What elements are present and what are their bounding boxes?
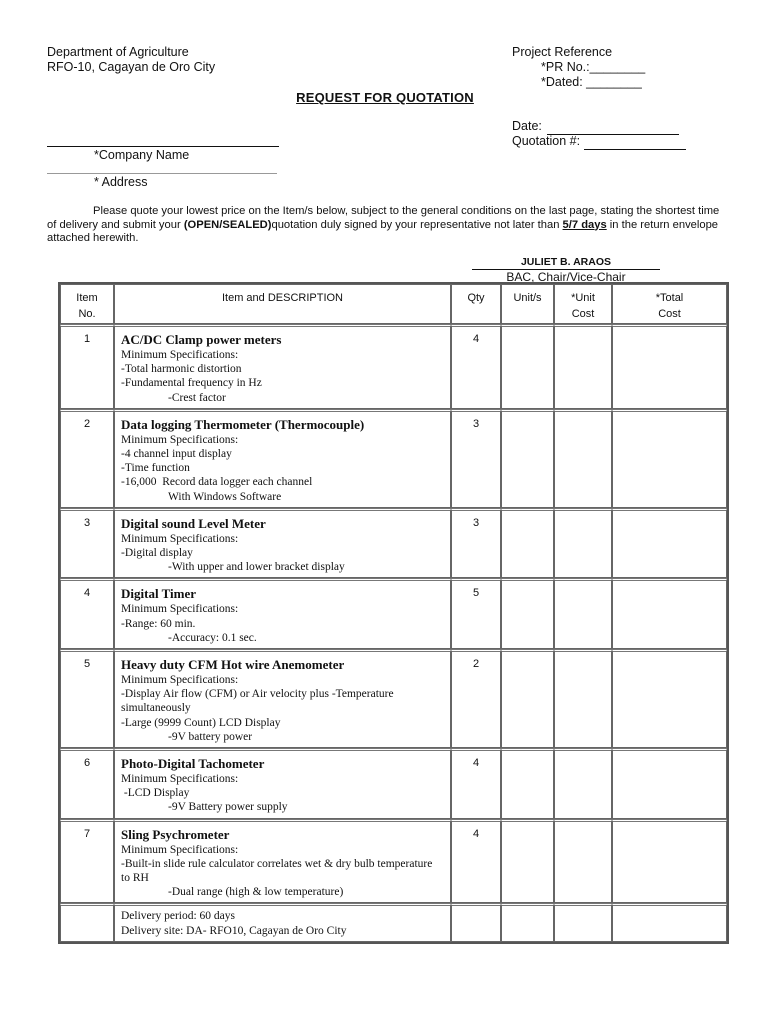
item-total-cost-cell bbox=[612, 578, 727, 649]
header-item-no: Item No. bbox=[60, 284, 114, 324]
item-qty-cell: 3 bbox=[451, 508, 501, 579]
item-qty-cell: 4 bbox=[451, 324, 501, 409]
item-unit-cell bbox=[501, 409, 554, 508]
item-title: Digital sound Level Meter bbox=[121, 515, 266, 531]
table-row bbox=[60, 324, 727, 409]
signatory-position: BAC, Chair/Vice-Chair bbox=[506, 270, 626, 284]
item-spec-subline: -Accuracy: 0.1 sec. bbox=[168, 631, 257, 644]
item-description-cell bbox=[114, 409, 451, 508]
item-spec-line: Minimum Specifications: bbox=[121, 532, 239, 545]
item-title: Data logging Thermometer (Thermocouple) bbox=[121, 416, 365, 432]
item-spec-line: -Digital display bbox=[121, 547, 193, 560]
item-number-cell: 5 bbox=[60, 649, 114, 748]
item-spec-line: -Large (9999 Count) LCD Display bbox=[121, 716, 281, 729]
instructions-deadline: 5/7 days bbox=[562, 218, 607, 231]
item-description-cell bbox=[114, 324, 451, 409]
table-header-row bbox=[60, 284, 727, 324]
item-spec-line: Minimum Specifications: bbox=[121, 843, 239, 856]
item-unit-cost-cell bbox=[554, 324, 612, 409]
instructions-text-2: quotation duly signed by your representative not later than bbox=[271, 218, 563, 231]
item-unit-cell bbox=[501, 324, 554, 409]
office-name: RFO-10, Cagayan de Oro City bbox=[47, 60, 216, 74]
company-name-label: *Company Name bbox=[94, 148, 190, 162]
item-unit-cell bbox=[501, 508, 554, 579]
item-title: Heavy duty CFM Hot wire Anemometer bbox=[121, 657, 345, 673]
item-number-cell: 3 bbox=[60, 508, 114, 579]
item-total-cost-cell bbox=[612, 324, 727, 409]
delivery-no-cell bbox=[60, 903, 114, 941]
item-qty-cell: 5 bbox=[451, 578, 501, 649]
delivery-row bbox=[60, 903, 727, 941]
item-total-cost-cell bbox=[612, 748, 727, 819]
item-title: Digital Timer bbox=[121, 586, 196, 602]
item-qty-cell: 3 bbox=[451, 409, 501, 508]
item-unit-cell bbox=[501, 649, 554, 748]
item-description-cell bbox=[114, 748, 451, 819]
address-line bbox=[47, 173, 277, 174]
table-row bbox=[60, 748, 727, 819]
delivery-unit-cell bbox=[501, 903, 554, 941]
item-spec-line: Minimum Specifications: bbox=[121, 603, 239, 616]
company-name-line bbox=[47, 146, 279, 147]
item-spec-subline: With Windows Software bbox=[168, 490, 282, 503]
item-spec-line: -Time function bbox=[121, 462, 190, 475]
item-spec-line: -Built-in slide rule calculator correlates wet & dry bulb temperature to RH bbox=[121, 857, 436, 885]
item-spec-subline: -9V battery power bbox=[168, 730, 253, 743]
item-spec-line: -Range: 60 min. bbox=[121, 617, 196, 630]
delivery-unit-cost-cell bbox=[554, 903, 612, 941]
item-qty-cell: 4 bbox=[451, 819, 501, 904]
delivery-qty-cell bbox=[451, 903, 501, 941]
item-spec-subline: -With upper and lower bracket display bbox=[168, 561, 345, 574]
item-title: AC/DC Clamp power meters bbox=[121, 332, 282, 347]
item-description-cell bbox=[114, 819, 451, 904]
item-spec-line: Minimum Specifications: bbox=[121, 773, 239, 786]
table-row bbox=[60, 508, 727, 579]
item-unit-cell bbox=[501, 748, 554, 819]
item-description-cell bbox=[114, 508, 451, 579]
item-qty-cell: 4 bbox=[451, 748, 501, 819]
item-total-cost-cell bbox=[612, 409, 727, 508]
header-total-cost: *Total Cost bbox=[612, 284, 727, 324]
header-units: Unit/s bbox=[501, 284, 554, 324]
signatory-block bbox=[472, 256, 660, 270]
item-number-cell: 1 bbox=[60, 324, 114, 409]
item-spec-subline: -Crest factor bbox=[168, 391, 226, 404]
table-row bbox=[60, 409, 727, 508]
instructions-text-3: in the return envelope attached herewith. bbox=[47, 218, 719, 244]
item-spec-line: -16,000 Record data logger each channel bbox=[121, 476, 313, 489]
item-description-cell bbox=[114, 649, 451, 748]
quotation-blank bbox=[584, 134, 686, 150]
department-name: Department of Agriculture bbox=[47, 45, 189, 59]
date-field bbox=[512, 119, 679, 135]
item-unit-cost-cell bbox=[554, 578, 612, 649]
project-reference-label: Project Reference bbox=[512, 45, 613, 59]
delivery-period: Delivery period: 60 days bbox=[121, 910, 236, 923]
instructions-text-1: Please quote your lowest price on the Item/s below, subject to the general conditions on the last page, stating the shortest time of delivery and submit your bbox=[47, 205, 720, 231]
item-spec-line: Minimum Specifications: bbox=[121, 433, 239, 446]
header-unit-cost: *Unit Cost bbox=[554, 284, 612, 324]
item-unit-cost-cell bbox=[554, 409, 612, 508]
item-spec-line: -Display Air flow (CFM) or Air velocity plus -Temperature simultaneously bbox=[121, 688, 397, 715]
page-title: REQUEST FOR QUOTATION bbox=[296, 90, 474, 105]
item-spec-line: -LCD Display bbox=[121, 787, 190, 800]
item-qty-cell: 2 bbox=[451, 649, 501, 748]
item-total-cost-cell bbox=[612, 508, 727, 579]
instructions-open-sealed: (OPEN/SEALED) bbox=[183, 218, 272, 231]
table-row bbox=[60, 649, 727, 748]
item-number-cell: 2 bbox=[60, 409, 114, 508]
item-unit-cell bbox=[501, 819, 554, 904]
address-label: * Address bbox=[94, 175, 148, 189]
item-spec-line: -Total harmonic distortion bbox=[121, 363, 242, 376]
header-description: Item and DESCRIPTION bbox=[114, 284, 451, 324]
item-number-cell: 6 bbox=[60, 748, 114, 819]
item-number-cell: 7 bbox=[60, 819, 114, 904]
project-reference-block bbox=[512, 45, 645, 90]
agency-block bbox=[47, 45, 215, 75]
dated-field: *Dated: ________ bbox=[541, 75, 642, 89]
signatory-name: JULIET B. ARAOS bbox=[472, 256, 660, 270]
item-description-cell bbox=[114, 578, 451, 649]
item-unit-cost-cell bbox=[554, 508, 612, 579]
item-number-cell: 4 bbox=[60, 578, 114, 649]
header-qty: Qty bbox=[451, 284, 501, 324]
delivery-site: Delivery site: DA- RFO10, Cagayan de Oro City bbox=[121, 924, 347, 937]
item-spec-line: Minimum Specifications: bbox=[121, 349, 239, 361]
item-unit-cost-cell bbox=[554, 819, 612, 904]
date-label: Date: bbox=[512, 119, 542, 133]
table-row bbox=[60, 819, 727, 904]
item-unit-cell bbox=[501, 578, 554, 649]
table-row bbox=[60, 578, 727, 649]
delivery-info-cell bbox=[114, 903, 451, 941]
item-unit-cost-cell bbox=[554, 748, 612, 819]
date-blank bbox=[547, 119, 679, 135]
instructions-paragraph bbox=[47, 205, 727, 246]
items-table bbox=[58, 282, 729, 944]
item-title: Photo-Digital Tachometer bbox=[121, 756, 265, 772]
delivery-total-cost-cell bbox=[612, 903, 727, 941]
item-unit-cost-cell bbox=[554, 649, 612, 748]
item-title: Sling Psychrometer bbox=[121, 826, 230, 842]
item-spec-line: -Fundamental frequency in Hz bbox=[121, 377, 262, 390]
item-total-cost-cell bbox=[612, 649, 727, 748]
item-total-cost-cell bbox=[612, 819, 727, 904]
quotation-label: Quotation #: bbox=[512, 134, 581, 148]
pr-number-field: *PR No.:________ bbox=[541, 60, 646, 74]
item-spec-line: -4 channel input display bbox=[121, 448, 232, 461]
item-spec-subline: -9V Battery power supply bbox=[168, 801, 288, 814]
quotation-field bbox=[512, 134, 686, 150]
item-spec-line: Minimum Specifications: bbox=[121, 674, 239, 687]
item-spec-subline: -Dual range (high & low temperature) bbox=[168, 886, 344, 899]
